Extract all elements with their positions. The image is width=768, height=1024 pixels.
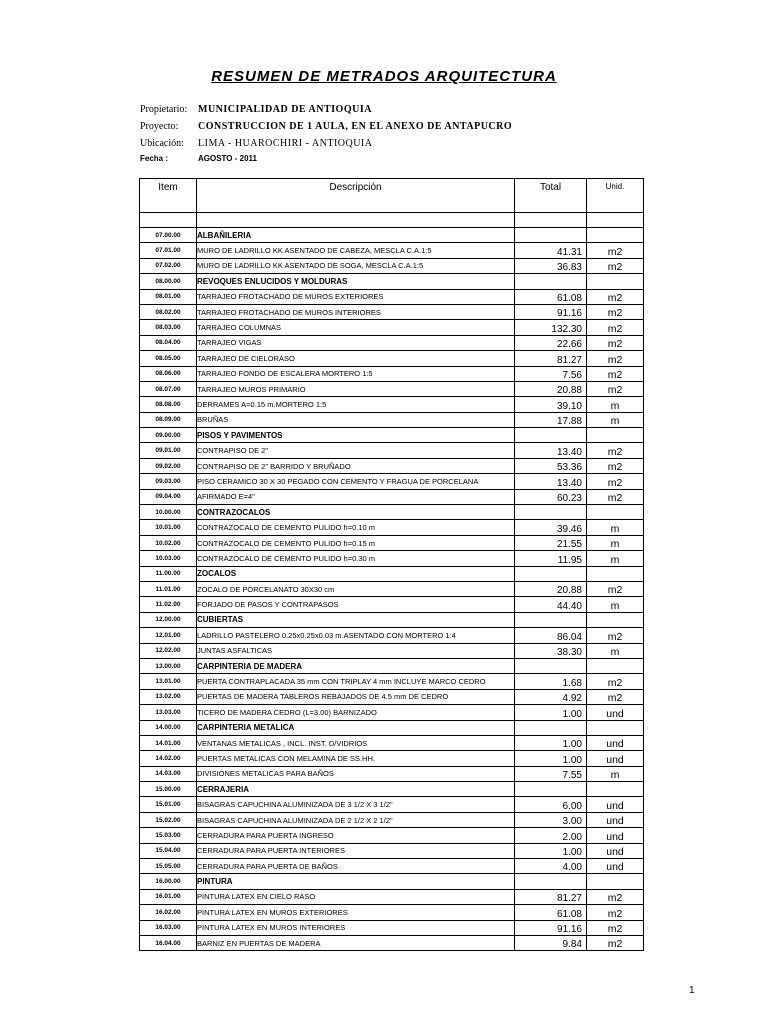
item-unit	[587, 428, 644, 443]
item-code: 08.06.00	[140, 366, 197, 381]
spacer-row	[140, 213, 644, 228]
item-unit: m	[587, 766, 644, 781]
item-code: 07.02.00	[140, 258, 197, 273]
table-row	[140, 458, 644, 473]
item-unit	[587, 658, 644, 673]
item-total: 1.00	[515, 735, 587, 750]
item-total	[515, 428, 587, 443]
item-unit: m2	[587, 381, 644, 396]
item-code: 08.00.00	[140, 274, 197, 289]
page-number: 1	[689, 985, 695, 996]
item-unit: m2	[587, 243, 644, 258]
item-unit: m	[587, 520, 644, 535]
item-unit: m2	[587, 258, 644, 273]
item-code: 07.01.00	[140, 243, 197, 258]
fecha-label: Fecha :	[140, 154, 169, 163]
item-description: ALBAÑILERIA	[197, 228, 515, 243]
section-header-row	[140, 658, 644, 673]
item-unit: und	[587, 843, 644, 858]
item-unit	[587, 566, 644, 581]
item-code: 11.02.00	[140, 597, 197, 612]
item-description: DERRAMES A=0.15 m.MORTERO 1:5	[197, 397, 515, 412]
item-unit: und	[587, 828, 644, 843]
item-code: 09.03.00	[140, 474, 197, 489]
item-description: CONTRAZOCALO DE CEMENTO PULIDO h=0.30 m	[197, 551, 515, 566]
item-code: 13.03.00	[140, 705, 197, 720]
item-total	[515, 612, 587, 627]
item-code: 12.02.00	[140, 643, 197, 658]
item-total	[515, 720, 587, 735]
item-total: 60.23	[515, 489, 587, 504]
table-row	[140, 443, 644, 458]
table-row	[140, 351, 644, 366]
table-row	[140, 735, 644, 750]
section-header-row	[140, 782, 644, 797]
item-description: CONTRAZOCALO DE CEMENTO PULIDO h=0.15 m	[197, 535, 515, 550]
item-unit: und	[587, 859, 644, 874]
item-code: 12.00.00	[140, 612, 197, 627]
item-total	[515, 782, 587, 797]
item-unit: m2	[587, 581, 644, 596]
item-unit: m2	[587, 320, 644, 335]
item-description: MURO DE LADRILLO KK ASENTADO DE CABEZA, MESCLA C.A.1:5	[197, 243, 515, 258]
item-total: 17.88	[515, 412, 587, 427]
item-total	[515, 566, 587, 581]
table-row	[140, 243, 644, 258]
item-code: 15.01.00	[140, 797, 197, 812]
ubicacion-label: Ubicación:	[140, 138, 184, 149]
table-row	[140, 935, 644, 950]
item-total: 13.40	[515, 443, 587, 458]
item-description: PINTURA LATEX EN MUROS EXTERIORES	[197, 905, 515, 920]
table-row	[140, 689, 644, 704]
item-description: PUERTAS METALICAS CON MELAMINA DE SS.HH.	[197, 751, 515, 766]
item-description: BISAGRAS CAPUCHINA ALUMINIZADA DE 3 1/2 X 3 1/2"	[197, 797, 515, 812]
item-description: TICERO DE MADERA CEDRO (L=3.00) BARNIZADO	[197, 705, 515, 720]
item-unit: m2	[587, 366, 644, 381]
col-header-descripcion: Descripción	[197, 179, 515, 213]
section-header-row	[140, 428, 644, 443]
item-description: BARNIZ EN PUERTAS DE MADERA	[197, 935, 515, 950]
proyecto-value: CONSTRUCCION DE 1 AULA, EN EL ANEXO DE ANTAPUCRO	[198, 121, 513, 132]
item-total: 11.95	[515, 551, 587, 566]
item-unit	[587, 874, 644, 889]
item-description: PINTURA LATEX EN MUROS INTERIORES	[197, 920, 515, 935]
item-code: 15.03.00	[140, 828, 197, 843]
item-total: 132.30	[515, 320, 587, 335]
item-unit: m	[587, 643, 644, 658]
item-code: 15.00.00	[140, 782, 197, 797]
item-code: 14.02.00	[140, 751, 197, 766]
item-total	[515, 505, 587, 520]
table-row	[140, 597, 644, 612]
item-total: 61.08	[515, 289, 587, 304]
item-code: 10.00.00	[140, 505, 197, 520]
table-row	[140, 258, 644, 273]
item-description: PINTURA LATEX EN CIELO RASO	[197, 889, 515, 904]
table-row	[140, 797, 644, 812]
table-row	[140, 705, 644, 720]
item-description: CONTRAPISO DE 2"	[197, 443, 515, 458]
propietario-value: MUNICIPALIDAD DE ANTIOQUIA	[198, 104, 372, 115]
item-description: CERRAJERIA	[197, 782, 515, 797]
item-code: 16.04.00	[140, 935, 197, 950]
item-unit: m2	[587, 905, 644, 920]
item-total: 39.10	[515, 397, 587, 412]
item-description: TARRAJEO FROTACHADO DE MUROS EXTERIORES	[197, 289, 515, 304]
item-unit: m	[587, 535, 644, 550]
item-description: PISO CERAMICO 30 X 30 PEGADO CON CEMENTO Y FRAGUA DE PORCELANA	[197, 474, 515, 489]
item-unit: m	[587, 397, 644, 412]
item-unit	[587, 782, 644, 797]
item-unit	[587, 505, 644, 520]
item-total: 36.83	[515, 258, 587, 273]
table-row	[140, 766, 644, 781]
item-description: PUERTAS DE MADERA TABLEROS REBAJADOS DE 4.5 mm DE CEDRO	[197, 689, 515, 704]
item-code: 16.00.00	[140, 874, 197, 889]
table-row	[140, 535, 644, 550]
item-description: BISAGRAS CAPUCHINA ALUMINIZADA DE 2 1/2 X 2 1/2"	[197, 812, 515, 827]
item-description: LADRILLO PASTELERO 0.25x0.25x0.03 m.ASENTADO CON MORTERO 1:4	[197, 628, 515, 643]
table-row	[140, 397, 644, 412]
item-total: 39.46	[515, 520, 587, 535]
item-total: 91.16	[515, 304, 587, 319]
item-total: 22.66	[515, 335, 587, 350]
item-description: BRUÑAS	[197, 412, 515, 427]
item-total: 81.27	[515, 889, 587, 904]
item-code: 16.02.00	[140, 905, 197, 920]
table-body	[140, 228, 644, 951]
table-row	[140, 628, 644, 643]
item-unit: und	[587, 812, 644, 827]
item-description: ZOCALO DE PORCELANATO 30X30 cm	[197, 581, 515, 596]
item-total: 4.92	[515, 689, 587, 704]
table-row	[140, 812, 644, 827]
item-description: VENTANAS METALICAS , INCL. INST. D/VIDRIOS	[197, 735, 515, 750]
section-header-row	[140, 505, 644, 520]
item-total: 6.00	[515, 797, 587, 812]
item-description: PISOS Y PAVIMENTOS	[197, 428, 515, 443]
item-code: 15.02.00	[140, 812, 197, 827]
item-code: 10.01.00	[140, 520, 197, 535]
item-unit	[587, 612, 644, 627]
table-row	[140, 412, 644, 427]
item-code: 13.01.00	[140, 674, 197, 689]
item-description: CERRADURA PARA PUERTA INTERIORES	[197, 843, 515, 858]
table-row	[140, 581, 644, 596]
item-unit: m2	[587, 474, 644, 489]
item-description: CARPINTERIA METALICA	[197, 720, 515, 735]
table-row	[140, 381, 644, 396]
item-unit: m	[587, 551, 644, 566]
item-code: 10.02.00	[140, 535, 197, 550]
item-code: 07.00.00	[140, 228, 197, 243]
item-description: FORJADO DE PASOS Y CONTRAPASOS	[197, 597, 515, 612]
item-total: 20.88	[515, 581, 587, 596]
item-description: TARRAJEO COLUMNAS	[197, 320, 515, 335]
item-code: 16.01.00	[140, 889, 197, 904]
propietario-label: Propietario:	[140, 104, 188, 115]
item-code: 08.08.00	[140, 397, 197, 412]
item-total: 1.00	[515, 705, 587, 720]
item-code: 08.04.00	[140, 335, 197, 350]
table-row	[140, 889, 644, 904]
item-code: 14.03.00	[140, 766, 197, 781]
item-code: 16.03.00	[140, 920, 197, 935]
table-row	[140, 751, 644, 766]
item-code: 09.00.00	[140, 428, 197, 443]
item-description: JUNTAS ASFALTICAS	[197, 643, 515, 658]
item-description: TARRAJEO FONDO DE ESCALERA MORTERO 1:5	[197, 366, 515, 381]
item-code: 08.02.00	[140, 304, 197, 319]
item-unit: m2	[587, 889, 644, 904]
item-code: 08.05.00	[140, 351, 197, 366]
item-unit: m2	[587, 335, 644, 350]
item-unit: m2	[587, 458, 644, 473]
item-description: TARRAJEO FROTACHADO DE MUROS INTERIORES	[197, 304, 515, 319]
item-description: MURO DE LADRILLO KK ASENTADO DE SOGA, MESCLA C.A.1:5	[197, 258, 515, 273]
item-unit: m2	[587, 304, 644, 319]
item-total: 13.40	[515, 474, 587, 489]
item-code: 14.01.00	[140, 735, 197, 750]
section-header-row	[140, 612, 644, 627]
item-total: 2.00	[515, 828, 587, 843]
table-row	[140, 320, 644, 335]
item-code: 13.00.00	[140, 658, 197, 673]
item-description: CERRADURA PARA PUERTA INGRESO	[197, 828, 515, 843]
table-row	[140, 843, 644, 858]
table-row	[140, 489, 644, 504]
table-row	[140, 551, 644, 566]
section-header-row	[140, 720, 644, 735]
item-total	[515, 658, 587, 673]
item-description: PUERTA CONTRAPLACADA 35 mm CON TRIPLAY 4 mm INCLUYE MARCO CEDRO	[197, 674, 515, 689]
item-total: 7.56	[515, 366, 587, 381]
item-unit: m	[587, 597, 644, 612]
item-code: 08.07.00	[140, 381, 197, 396]
item-description: CONTRAZOCALOS	[197, 505, 515, 520]
item-code: 09.02.00	[140, 458, 197, 473]
table-row	[140, 335, 644, 350]
table-row	[140, 304, 644, 319]
item-code: 08.01.00	[140, 289, 197, 304]
item-unit: m2	[587, 489, 644, 504]
item-total: 53.36	[515, 458, 587, 473]
table-row	[140, 289, 644, 304]
item-total: 38.30	[515, 643, 587, 658]
col-header-unid: Unid.	[587, 179, 644, 213]
item-description: PINTURA	[197, 874, 515, 889]
table-row	[140, 828, 644, 843]
document-title: RESUMEN DE METRADOS ARQUITECTURA	[211, 68, 557, 85]
item-unit	[587, 720, 644, 735]
item-code: 12.01.00	[140, 628, 197, 643]
item-description: TARRAJEO MUROS PRIMARIO	[197, 381, 515, 396]
item-unit	[587, 274, 644, 289]
item-code: 11.01.00	[140, 581, 197, 596]
item-description: TARRAJEO VIGAS	[197, 335, 515, 350]
ubicacion-value: LIMA - HUAROCHIRI - ANTIOQUIA	[198, 138, 373, 149]
item-code: 14.00.00	[140, 720, 197, 735]
table-row	[140, 366, 644, 381]
section-header-row	[140, 874, 644, 889]
table-row	[140, 859, 644, 874]
item-code: 08.09.00	[140, 412, 197, 427]
table-row	[140, 674, 644, 689]
item-total: 7.55	[515, 766, 587, 781]
table-row	[140, 474, 644, 489]
section-header-row	[140, 228, 644, 243]
item-total: 21.55	[515, 535, 587, 550]
item-total: 91.16	[515, 920, 587, 935]
item-total	[515, 228, 587, 243]
item-total: 4.00	[515, 859, 587, 874]
proyecto-label: Proyecto:	[140, 121, 179, 132]
item-total: 86.04	[515, 628, 587, 643]
item-unit: m2	[587, 935, 644, 950]
item-unit: m2	[587, 443, 644, 458]
item-code: 15.04.00	[140, 843, 197, 858]
col-header-total: Total	[515, 179, 587, 213]
item-total: 44.40	[515, 597, 587, 612]
item-total: 9.84	[515, 935, 587, 950]
item-total	[515, 874, 587, 889]
item-unit: und	[587, 797, 644, 812]
item-total	[515, 274, 587, 289]
col-header-item: Item	[140, 179, 197, 213]
item-description: CERRADURA PARA PUERTA DE BAÑOS	[197, 859, 515, 874]
item-total: 1.00	[515, 751, 587, 766]
item-total: 61.08	[515, 905, 587, 920]
item-code: 13.02.00	[140, 689, 197, 704]
item-unit: m2	[587, 920, 644, 935]
item-description: CONTRAPISO DE 2" BARRIDO Y BRUÑADO	[197, 458, 515, 473]
item-code: 15.05.00	[140, 859, 197, 874]
item-unit: m	[587, 412, 644, 427]
fecha-value: AGOSTO - 2011	[198, 154, 257, 163]
item-description: CARPINTERIA DE MADERA	[197, 658, 515, 673]
item-unit: m2	[587, 674, 644, 689]
item-code: 09.04.00	[140, 489, 197, 504]
item-description: CUBIERTAS	[197, 612, 515, 627]
item-total: 1.68	[515, 674, 587, 689]
item-description: TARRAJEO DE CIELORASO	[197, 351, 515, 366]
table-row	[140, 905, 644, 920]
item-code: 10.03.00	[140, 551, 197, 566]
item-total: 20.88	[515, 381, 587, 396]
item-total: 81.27	[515, 351, 587, 366]
item-unit: und	[587, 705, 644, 720]
item-unit: m2	[587, 351, 644, 366]
item-description: REVOQUES ENLUCIDOS Y MOLDURAS	[197, 274, 515, 289]
item-unit: und	[587, 751, 644, 766]
item-description: DIVISIONES METALICAS PARA BAÑOS	[197, 766, 515, 781]
item-unit: m2	[587, 689, 644, 704]
item-unit: und	[587, 735, 644, 750]
item-total: 1.00	[515, 843, 587, 858]
item-description: ZOCALOS	[197, 566, 515, 581]
table-row	[140, 920, 644, 935]
item-unit: m2	[587, 628, 644, 643]
item-code: 09.01.00	[140, 443, 197, 458]
item-code: 11.00.00	[140, 566, 197, 581]
item-code: 08.03.00	[140, 320, 197, 335]
table-row	[140, 520, 644, 535]
item-unit: m2	[587, 289, 644, 304]
item-unit	[587, 228, 644, 243]
metrados-table	[139, 178, 644, 951]
table-row	[140, 643, 644, 658]
item-description: CONTRAZOCALO DE CEMENTO PULIDO h=0.10 m	[197, 520, 515, 535]
section-header-row	[140, 566, 644, 581]
item-total: 41.31	[515, 243, 587, 258]
item-total: 3.00	[515, 812, 587, 827]
section-header-row	[140, 274, 644, 289]
item-description: AFIRMADO E=4"	[197, 489, 515, 504]
